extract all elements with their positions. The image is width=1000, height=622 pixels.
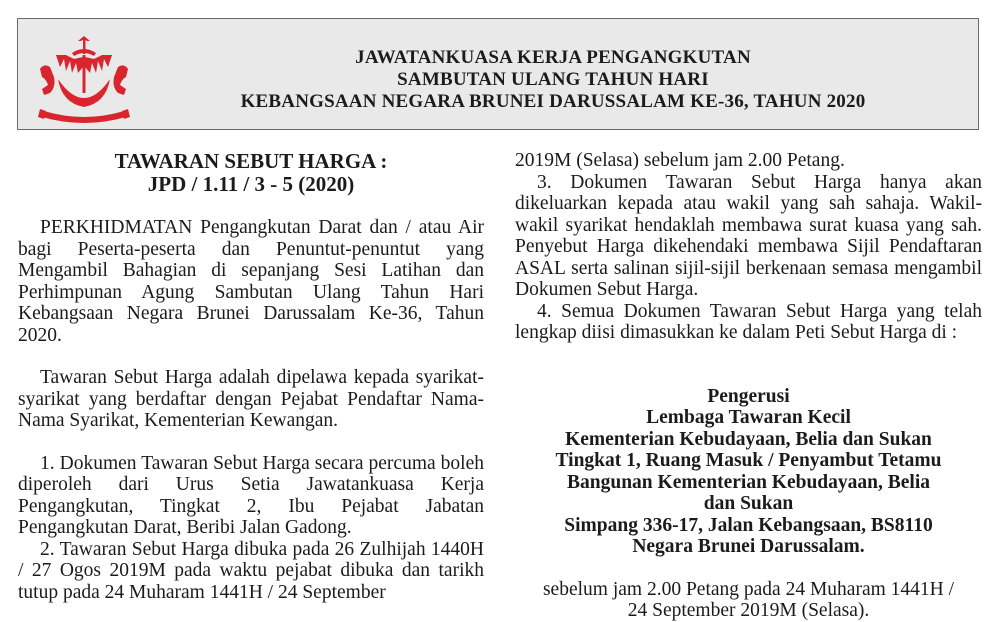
item-2-continued: 2019M (Selasa) sebelum jam 2.00 Petang. [515,150,845,171]
address-line: dan Sukan [703,493,794,514]
address-line: Bangunan Kementerian Kebudayaan, Belia [567,471,930,493]
intro-paragraph: PERKHIDMATAN Pengangkutan Darat dan / atau Air bagi Peserta-peserta dan Penuntut-penuntut yang Mengambil Bahagian di sepanjang Sesi Latihan dan Perhimpunan Agung Sambutan Ulang Tahun Hari Kebangsaan Negara Brunei Darussalam Ke-36, Tahun 2020. [18,217,484,346]
notice-header [17,18,979,130]
closing-line-1: sebelum jam 2.00 Petang pada 24 Muharam 1441H / [542,578,955,600]
header-line-1: JAWATANKUASA KERJA PENGANGKUTAN [355,47,751,68]
tender-title-line: TAWARAN SEBUT HARGA : [114,149,388,173]
closing-deadline [515,579,982,622]
brunei-crest-icon [36,33,132,125]
address-line: Simpang 336-17, Jalan Kebangsaan, BS8110 [564,514,933,536]
right-column [515,150,982,622]
left-column [18,150,484,603]
tender-title [18,150,484,196]
address-line: Lembaga Tawaran Kecil [646,407,851,428]
header-line-2: SAMBUTAN ULANG TAHUN HARI [397,69,709,90]
address-line: Pengerusi [707,385,790,407]
header-title [148,47,958,113]
item-2: 2. Tawaran Sebut Harga dibuka pada 26 Zulhijah 1440H / 27 Ogos 2019M pada waktu pejabat dibuka dan tarikh tutup pada 24 Muharam 1441H / 24 September [18,538,484,603]
header-line-3: KEBANGSAAN NEGARA BRUNEI DARUSSALAM KE-36, TAHUN 2020 [240,91,866,112]
address-line: Kementerian Kebudayaan, Belia dan Sukan [565,428,932,450]
tender-reference: JPD / 1.11 / 3 - 5 (2020) [147,172,355,196]
item-4: 4. Semua Dokumen Tawaran Sebut Harga yang telah lengkap diisi dimasukkan ke dalam Peti Sebut Harga di : [515,300,982,343]
invitation-paragraph: Tawaran Sebut Harga adalah dipelawa kepada syarikat-syarikat yang berdaftar dengan Pejabat Pendaftar Nama-Nama Syarikat, Kementerian Kewangan. [18,367,484,431]
item-3: 3. Dokumen Tawaran Sebut Harga hanya akan dikeluarkan kepada atau wakil yang sah sahaja. Wakil-wakil syarikat hendaklah membawa surat kuasa yang sah. Penyebut Harga dikehendaki membawa Sijil Pendaftaran ASAL serta salinan sijil-sijil berkenaan semasa mengambil Dokumen Sebut Harga. [515,171,982,300]
submission-address [515,386,982,558]
item-1: 1. Dokumen Tawaran Sebut Harga secara percuma boleh diperoleh dari Urus Setia Jawatankuasa Kerja Pengangkutan, Tingkat 2, Ibu Pejabat Jabatan Pengangkutan Darat, Beribi Jalan Gadong. [18,452,484,538]
address-line: Negara Brunei Darussalam. [632,536,865,557]
closing-line-2: 24 September 2019M (Selasa). [627,600,870,621]
address-line: Tingkat 1, Ruang Masuk / Penyambut Tetamu [555,450,942,471]
